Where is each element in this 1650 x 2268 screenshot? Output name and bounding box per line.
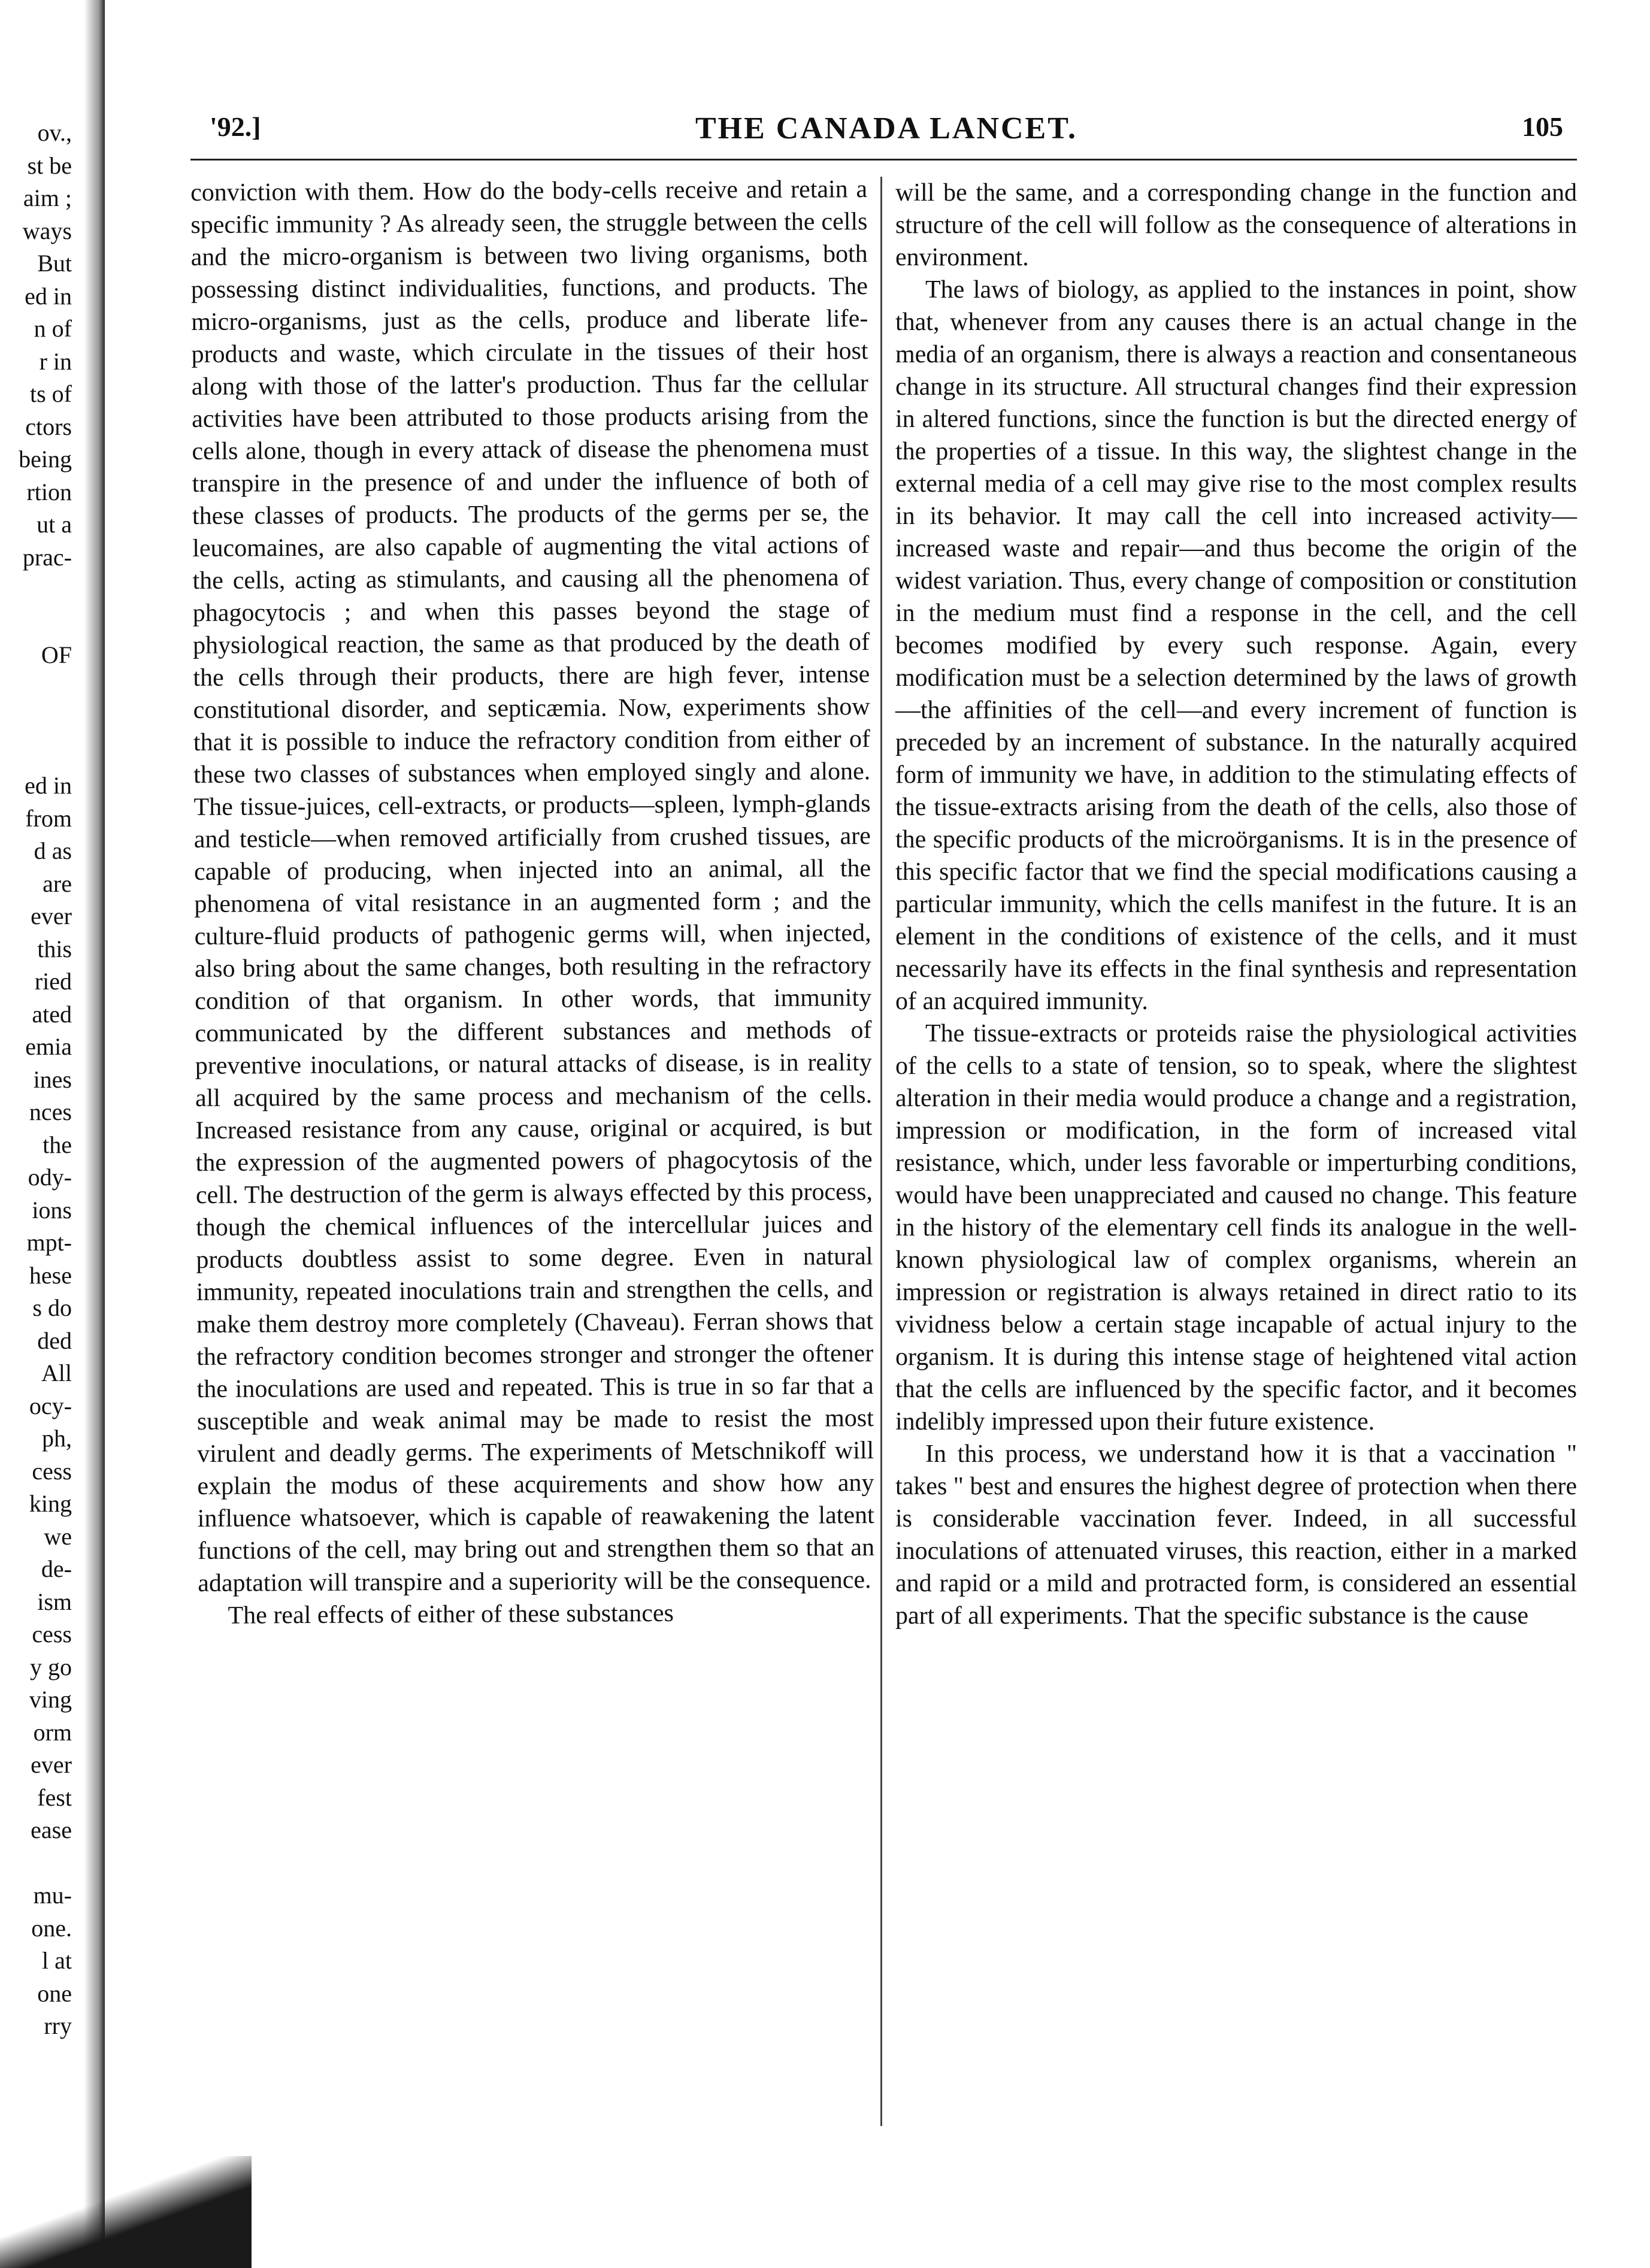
margin-line: king xyxy=(29,1490,72,1517)
margin-line: mu- xyxy=(33,1882,72,1909)
margin-line: ways xyxy=(22,217,72,244)
margin-line: prac- xyxy=(22,543,72,571)
margin-line xyxy=(0,1847,72,1880)
margin-line xyxy=(0,607,72,640)
margin-line: st be xyxy=(27,152,72,179)
margin-line xyxy=(0,672,72,705)
paragraph: The real effects of either of these substances xyxy=(228,1599,674,1630)
margin-line: ated xyxy=(32,1000,72,1028)
margin-line: ions xyxy=(32,1196,72,1224)
margin-line: ocy- xyxy=(29,1392,72,1419)
margin-line xyxy=(0,704,72,737)
margin-line: nces xyxy=(29,1098,72,1125)
binding-shadow-bottom xyxy=(0,2156,252,2268)
margin-line: ed in xyxy=(25,282,72,310)
margin-line: the xyxy=(43,1131,72,1158)
margin-line: ut a xyxy=(37,511,72,538)
margin-line xyxy=(0,574,72,607)
margin-line: ody- xyxy=(28,1164,72,1191)
margin-line: ever xyxy=(31,1751,72,1778)
previous-page-margin xyxy=(0,117,72,2043)
margin-line: ts of xyxy=(30,380,72,407)
left-column xyxy=(190,173,875,1632)
paragraph: The tissue-extracts or proteids raise the physiological activities of the cells to a state of tension, so to speak, where the slightest alteration in their media would produce a change and a registration, impression or modification, in the form of increased vital resistance, which, under less favorable or imperturbing conditions, would have been unappreciated and caused no change. This feature in the history of the elementary cell finds its analogue in the well-known physiological law of complex organisms, wherein an impression or registration is always retained in direct ratio to its vividness below a certain stage incapable of actual injury to the organism. It is during this intense stage of heightened vital action that the cells are influenced by the specific factor, and it becomes indelibly impressed upon their future existence. xyxy=(895,1020,1577,1436)
page-number: 105 xyxy=(1522,111,1563,142)
margin-line: from xyxy=(25,804,72,832)
column-divider xyxy=(880,177,882,2126)
margin-line: hese xyxy=(29,1261,72,1289)
margin-line: ism xyxy=(37,1588,72,1615)
margin-line: ines xyxy=(33,1065,72,1093)
paragraph: The laws of biology, as applied to the instances in point, show that, whenever from any causes there is an actual change in the media of an organism, there is always a reaction and consentaneous change in its structure. All structural changes find their expression in altered functions, since the function is but the directed energy of the properties of a tissue. In this way, the slightest change in the external media of a cell may give rise to the most complex results in its behavior. It may call the cell into increased activity—increased waste and repair—and thus become the origin of the widest variation. Thus, every change of composition or constitution in the medium must find a response in the cell, and the cell becomes modified by every such response. Again, every modification must be a selection determined by the laws of growth—the affinities of the cell—and every increment of function is preceded by an increment of substance. In the naturally acquired form of immunity we have, in addition to the stimulating effects of the tissue-extracts arising from the death of the cells, also those of the specific products of the microörganisms. It is in the presence of this specific factor that we find the special modifications causing a particular immunity, which the cells manifest in the future. It is an element in the conditions of existence of the cells, and it must necessarily have its effects in the final synthesis and representation of an acquired immunity. xyxy=(895,276,1577,1015)
margin-line: we xyxy=(44,1522,72,1550)
margin-line: ov., xyxy=(37,119,72,146)
paragraph: conviction with them. How do the body-cells receive and retain a specific immunity ? As already seen, the struggle between the cells and the micro-organism is between two living organisms, both possessing distinct individualities, functions, and products. The micro-organisms, just as the cells, produce and liberate life-products and waste, which circulate in the tissues of their host along with those of the latter's production. Thus far the cellular activities have been attributed to those products arising from the cells alone, though in every attack of disease the phenomena must transpire in the presence of and under the influence of both of these classes of products. The products of the germs per se, the leucomaines, are also capable of augmenting the vital actions of the cells, acting as stimulants, and causing all the phenomena of phagocytocis ; and when this passes beyond the stage of physiological reaction, the same as that produced by the death of the cells through their products, there are high fever, intense constitutional disorder, and septicæmia. Now, experiments show that it is possible to induce the refractory condition from either of these two classes of substances when employed singly and alone. The tissue-juices, cell-extracts, or products—spleen, lymph-glands and testicle—when removed artificially from crushed tissues, are capable of producing, when injected into an animal, all the phenomena of vital resistance in an augmented form ; and the culture-fluid products of pathogenic germs will, when injected, also bring about the same changes, both resulting in the refractory condition of that organism. In other words, that immunity communicated by the different substances and methods of preventive inoculations, or natural attacks of disease, is in reality all acquired by the same process and mechanism of the cells. Increased resistance from any cause, original or acquired, is but the expression of the augmented powers of phagocytosis of the cell. The destruction of the germ is always effected by this process, though the chemical influences of the intercellular juices and products doubtless assist to some degree. Even in natural immunity, repeated inoculations train and strengthen the cells, and make them destroy more completely (Chaveau). Ferran shows that the refractory condition becomes stronger and stronger the oftener the inoculations are used and repeated. This is true in so far that a susceptible and weak animal may be made to resist the most virulent and deadly germs. The experiments of Metschnikoff will explain the modus of these acquirements and show how any influence whatsoever, which is capable of reawakening the latent functions of the cell, may bring out and strengthen them so that an adaptation will transpire and a superiority will be the consequence. xyxy=(190,175,875,1597)
margin-line: cess xyxy=(32,1457,72,1485)
margin-line: ease xyxy=(31,1816,72,1843)
journal-title: THE CANADA LANCET. xyxy=(695,111,1078,146)
margin-line: OF xyxy=(41,641,72,668)
margin-line: de- xyxy=(41,1555,72,1582)
margin-line: d as xyxy=(34,837,72,864)
margin-line: rry xyxy=(44,2012,72,2039)
margin-line: this xyxy=(37,935,72,962)
margin-line: being xyxy=(19,446,72,473)
margin-line: are xyxy=(43,870,72,897)
header-rule xyxy=(190,159,1577,161)
margin-line: ving xyxy=(29,1686,72,1713)
margin-line: emia xyxy=(25,1033,72,1060)
margin-line: orm xyxy=(33,1718,72,1746)
margin-line: ded xyxy=(37,1327,72,1354)
margin-line: ever xyxy=(31,903,72,929)
margin-line: s do xyxy=(32,1294,72,1321)
margin-line: aim ; xyxy=(23,184,72,211)
right-column xyxy=(895,177,1577,1632)
running-header xyxy=(210,111,1563,153)
margin-line: one. xyxy=(31,1914,72,1942)
margin-line: ctors xyxy=(25,413,72,440)
margin-line: r in xyxy=(39,347,72,375)
paragraph: In this process, we understand how it is that a vaccination " takes " best and ensures the highest degree of protection when there is considerable vaccination fever. Indeed, in all successful inoculations of attenuated viruses, this reaction, either in a marked and rapid or a mild and protracted form, is considered an essential part of all experiments. That the specific substance is the cause xyxy=(895,1440,1577,1630)
margin-line: ried xyxy=(34,968,72,995)
margin-line xyxy=(0,737,72,770)
margin-line: ph, xyxy=(42,1425,72,1452)
margin-line: But xyxy=(37,250,72,277)
margin-line: fest xyxy=(37,1783,72,1811)
margin-line: mpt- xyxy=(26,1229,72,1256)
margin-line: l at xyxy=(42,1947,72,1974)
margin-line: cess xyxy=(32,1621,72,1648)
header-year: '92.] xyxy=(210,111,261,142)
margin-line: one xyxy=(37,1979,72,2007)
margin-line: rtion xyxy=(26,478,72,505)
margin-line: y go xyxy=(30,1653,72,1680)
margin-line: ed in xyxy=(25,772,72,799)
margin-line: All xyxy=(41,1359,72,1386)
paragraph: will be the same, and a corresponding change in the function and structure of the cell will follow as the consequence of alterations in environment. xyxy=(895,179,1577,271)
margin-line: n of xyxy=(34,315,72,342)
